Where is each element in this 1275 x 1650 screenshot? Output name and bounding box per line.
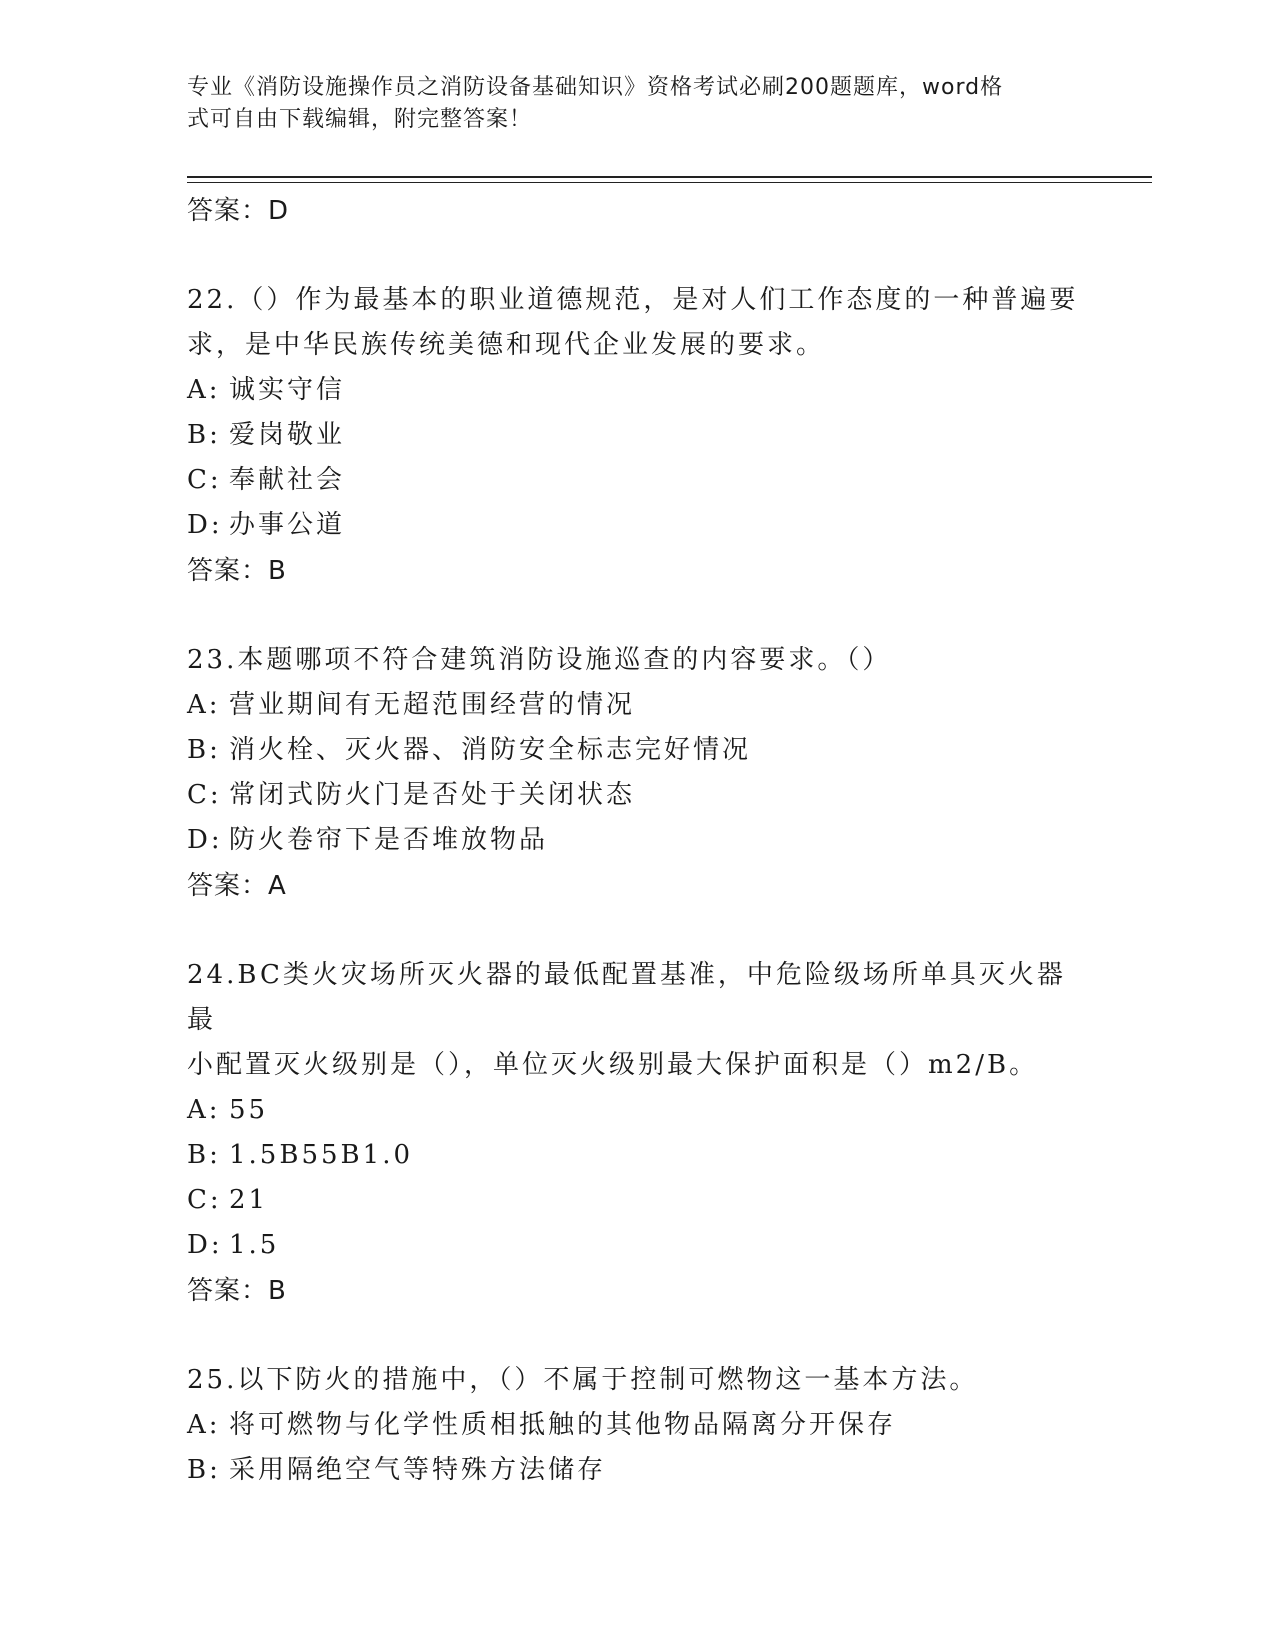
answer-label: 答案： [187,196,269,226]
answer-value: B [268,1276,287,1306]
option-letter: D: [187,510,223,540]
question-line: （）作为最基本的职业道德规范，是对人们工作态度的一种普遍要 [237,285,1079,315]
question-line: 求，是中华民族传统美德和现代企业发展的要求。 [187,330,826,360]
answer-line [187,1268,1087,1314]
answer-label: 答案： [187,556,269,586]
option-text: 防火卷帘下是否堆放物品 [229,825,549,855]
option-b [187,728,1087,773]
option-b [187,1448,1087,1493]
question-block [187,278,1087,594]
question-text [187,953,1087,1088]
option-letter: A: [187,1095,221,1125]
document-header [187,72,1067,136]
option-a [187,1403,1087,1448]
question-number: 23. [187,645,238,675]
option-letter: C: [187,1185,222,1215]
option-a [187,1088,1087,1133]
answer-line [187,863,1087,909]
question-block [187,1358,1087,1493]
question-block [187,638,1087,909]
question-number: 22. [187,285,238,315]
option-a [187,368,1087,413]
option-a [187,683,1087,728]
question-block [187,953,1087,1314]
option-text: 诚实守信 [229,375,346,405]
question-text [187,278,1087,368]
answer-label: 答案： [187,1276,269,1306]
header-rule-thick [187,176,1152,178]
option-text: 营业期间有无超范围经营的情况 [229,690,636,720]
option-letter: A: [187,1410,221,1440]
option-text: 将可燃物与化学性质相抵触的其他物品隔离分开保存 [229,1410,897,1440]
option-c [187,1178,1087,1223]
question-line: 本题哪项不符合建筑消防设施巡查的内容要求。（） [237,645,892,675]
option-text: 55 [229,1095,269,1125]
option-letter: A: [187,690,221,720]
question-list [187,188,1087,1493]
option-letter: B: [187,420,221,450]
option-letter: B: [187,735,221,765]
option-letter: B: [187,1140,221,1170]
option-text: 办事公道 [229,510,346,540]
option-letter: C: [187,780,222,810]
answer-label: 答案： [187,871,269,901]
option-c [187,773,1087,818]
option-text: 1.5B55B1.0 [229,1140,413,1170]
option-letter: A: [187,375,221,405]
answer-value: A [268,871,287,901]
question-line: BC类火灾场所灭火器的最低配置基准，中危险级场所单具灭火器最 [187,960,1066,1035]
question-text [187,1358,1087,1403]
option-letter: C: [187,465,222,495]
answer-line [187,188,1087,234]
option-letter: B: [187,1455,221,1485]
question-number: 24. [187,960,238,990]
header-line-1: 专业《消防设施操作员之消防设备基础知识》资格考试必刷200题题库，word格 [187,75,1004,100]
option-letter: D: [187,1230,223,1260]
option-c [187,458,1087,503]
option-b [187,413,1087,458]
question-line: 小配置灭火级别是（），单位灭火级别最大保护面积是（）m2/B。 [187,1050,1039,1080]
option-text: 常闭式防火门是否处于关闭状态 [229,780,636,810]
question-line: 以下防火的措施中，（）不属于控制可燃物这一基本方法。 [237,1365,979,1395]
option-text: 21 [229,1185,269,1215]
header-rule-thin [187,182,1152,183]
option-text: 1.5 [229,1230,280,1260]
option-text: 奉献社会 [229,465,346,495]
option-letter: D: [187,825,223,855]
answer-line [187,548,1087,594]
option-text: 采用隔绝空气等特殊方法储存 [229,1455,607,1485]
question-text [187,638,1087,683]
question-number: 25. [187,1365,238,1395]
header-line-2: 式可自由下载编辑，附完整答案！ [187,107,533,132]
option-b [187,1133,1087,1178]
option-text: 爱岗敬业 [229,420,346,450]
option-text: 消火栓、灭火器、消防安全标志完好情况 [229,735,752,765]
option-d [187,818,1087,863]
option-d [187,503,1087,548]
answer-value: B [268,556,287,586]
option-d [187,1223,1087,1268]
answer-value: D [268,196,290,226]
